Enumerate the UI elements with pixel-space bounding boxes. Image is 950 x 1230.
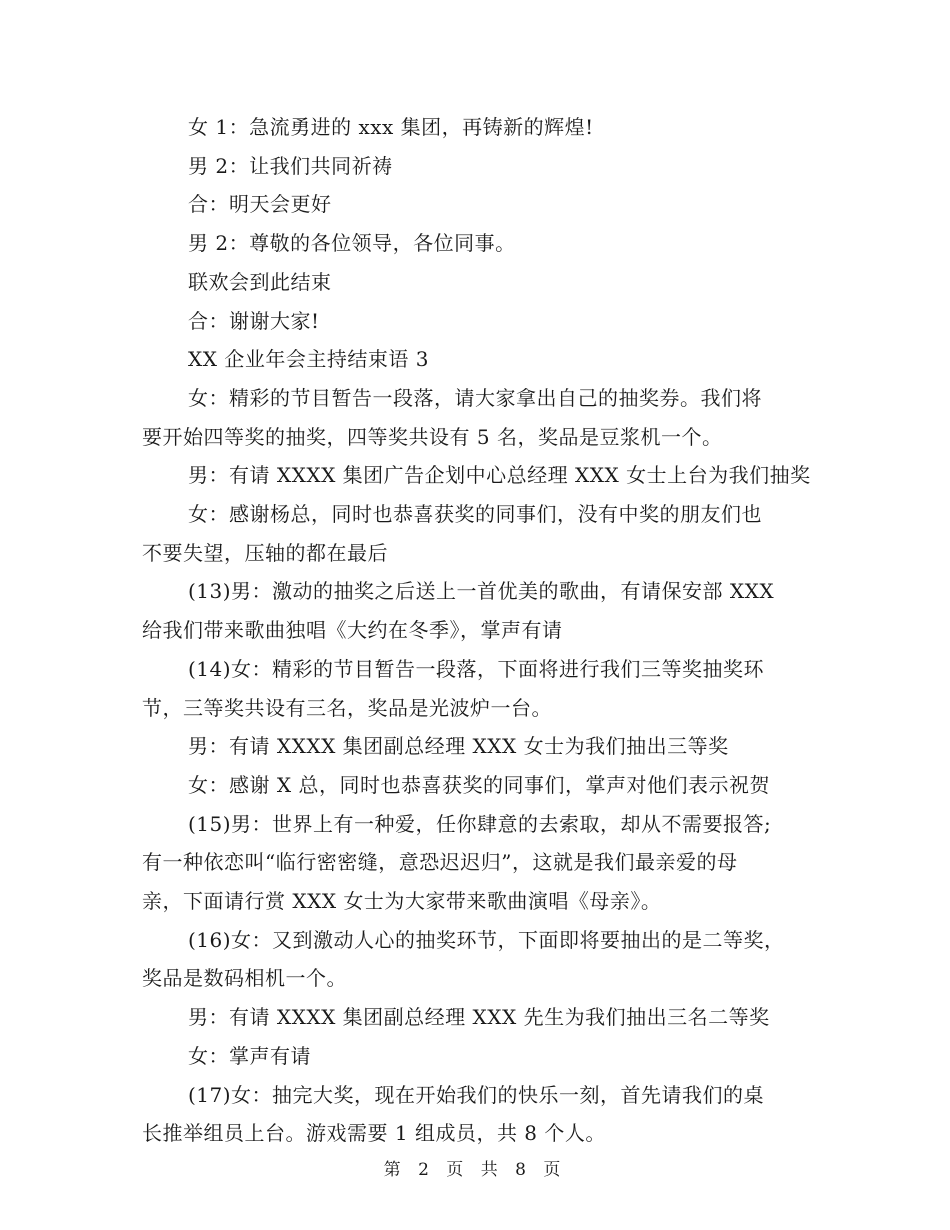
text-line: 不要失望，压轴的都在最后 xyxy=(142,540,388,565)
text-line: 节，三等奖共设有三名，奖品是光波炉一台。 xyxy=(142,695,552,720)
section-title: XX 企业年会主持结束语 3 xyxy=(188,347,429,372)
text-line: 男：有请 XXXX 集团副总经理 XXX 先生为我们抽出三名二等奖 xyxy=(188,1005,770,1030)
text-line: 奖品是数码相机一个。 xyxy=(142,966,347,991)
text-line: 长推举组员上台。游戏需要 1 组成员，共 8 个人。 xyxy=(142,1121,606,1146)
text-line: 合：明天会更好 xyxy=(188,192,332,217)
text-line: 女：精彩的节目暂告一段落，请大家拿出自己的抽奖券。我们将 xyxy=(188,385,762,410)
text-line: (15)男：世界上有一种爱，任你肆意的去索取，却从不需要报答; xyxy=(188,811,772,836)
text-line: 男 2：让我们共同祈祷 xyxy=(188,153,393,178)
page-number-footer: 第 2 页 共 8 页 xyxy=(383,1160,567,1180)
text-line: (13)男：激动的抽奖之后送上一首优美的歌曲，有请保安部 XXX xyxy=(188,579,775,604)
text-line: 亲，下面请行赏 XXX 女士为大家带来歌曲演唱《母亲》。 xyxy=(142,889,662,914)
text-line: 联欢会到此结束 xyxy=(188,269,332,294)
text-line: 女：感谢杨总，同时也恭喜获奖的同事们，没有中奖的朋友们也 xyxy=(188,502,762,527)
text-line: 男 2：尊敬的各位领导，各位同事。 xyxy=(188,231,516,256)
document-body xyxy=(142,108,812,1153)
text-line: (17)女：抽完大奖，现在开始我们的快乐一刻，首先请我们的桌 xyxy=(188,1082,765,1107)
text-line: 给我们带来歌曲独唱《大约在冬季》，掌声有请 xyxy=(142,618,563,643)
text-line: (16)女：又到激动人心的抽奖环节，下面即将要抽出的是二等奖， xyxy=(188,927,785,952)
text-line: 有一种依恋叫“临行密密缝，意恐迟迟归”，这就是我们最亲爱的母 xyxy=(142,850,738,875)
text-line: 女：感谢 X 总，同时也恭喜获奖的同事们，掌声对他们表示祝贺 xyxy=(188,772,770,797)
text-line: 女 1：急流勇进的 xxx 集团，再铸新的辉煌! xyxy=(188,115,594,139)
text-line: 女：掌声有请 xyxy=(188,1043,311,1068)
text-line: 要开始四等奖的抽奖，四等奖共设有 5 名，奖品是豆浆机一个。 xyxy=(142,424,723,449)
text-line: 男：有请 XXXX 集团广告企划中心总经理 XXX 女士上台为我们抽奖 xyxy=(188,463,811,488)
text-line: 男：有请 XXXX 集团副总经理 XXX 女士为我们抽出三等奖 xyxy=(188,734,729,759)
text-line: (14)女：精彩的节目暂告一段落，下面将进行我们三等奖抽奖环 xyxy=(188,656,765,681)
text-line: 合：谢谢大家! xyxy=(188,308,320,333)
